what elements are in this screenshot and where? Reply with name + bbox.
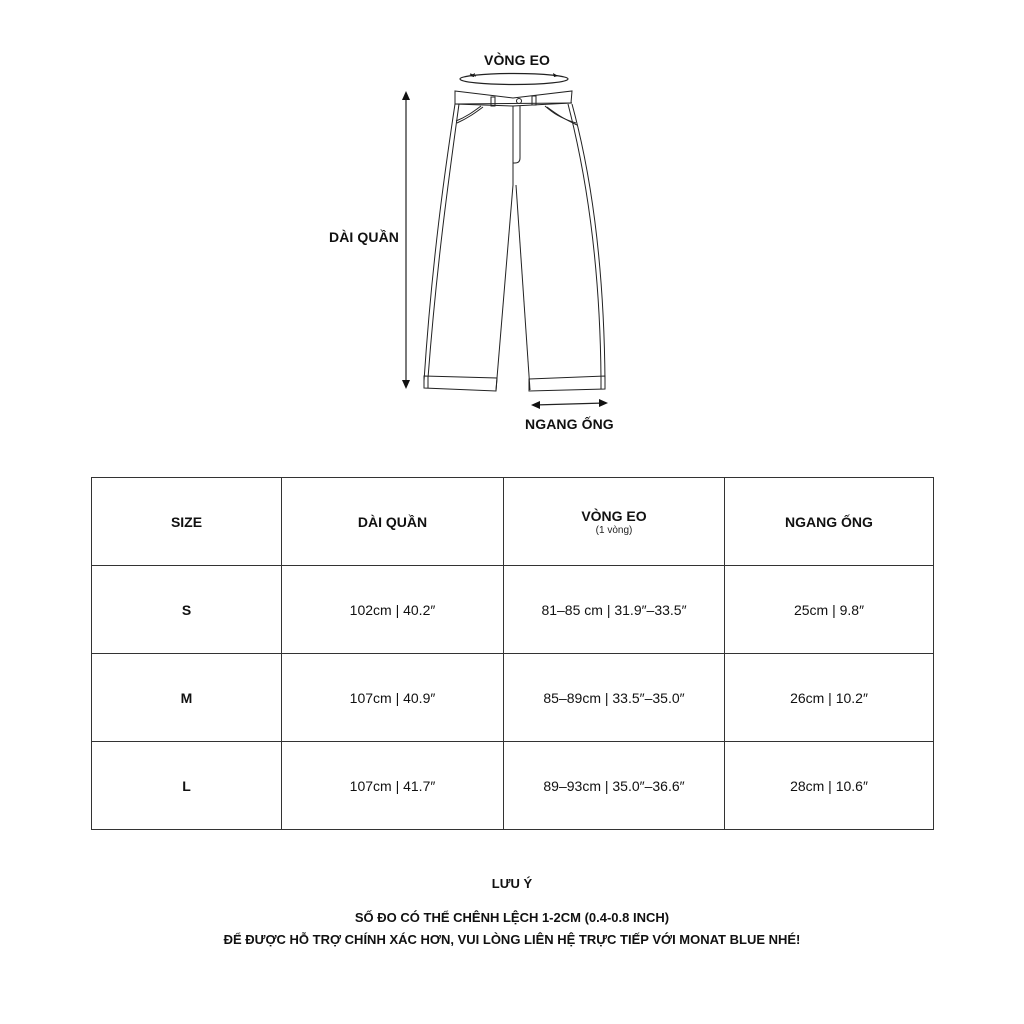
waist-cell: 85–89cm | 33.5″–35.0″ <box>504 654 725 742</box>
hem-cell: 28cm | 10.6″ <box>725 742 934 830</box>
header-hem <box>725 478 934 566</box>
length-cell: 107cm | 40.9″ <box>282 654 504 742</box>
note-line-contact: ĐỂ ĐƯỢC HỖ TRỢ CHÍNH XÁC HƠN, VUI LÒNG LIÊN HỆ TRỰC TIẾP VỚI MONAT BLUE NHÉ! <box>223 932 801 947</box>
length-cell: 102cm | 40.2″ <box>282 566 504 654</box>
header-size <box>92 478 282 566</box>
hem-cell: 26cm | 10.2″ <box>725 654 934 742</box>
waist-cell: 89–93cm | 35.0″–36.6″ <box>504 742 725 830</box>
waist-circle-arrow-icon <box>460 73 568 85</box>
length-vertical-arrow-icon <box>402 91 410 389</box>
waist-label: VÒNG EO <box>484 52 551 68</box>
header-waist <box>504 478 725 566</box>
pants-measurement-diagram <box>0 0 1024 460</box>
header-hem-label: NGANG ỐNG <box>785 513 873 530</box>
hem-cell: 25cm | 9.8″ <box>725 566 934 654</box>
note-section <box>0 876 1024 951</box>
header-length-label: DÀI QUẦN <box>357 513 428 530</box>
size-cell: M <box>92 654 282 742</box>
length-cell: 107cm | 41.7″ <box>282 742 504 830</box>
size-cell: S <box>92 566 282 654</box>
table-row <box>92 566 934 654</box>
table-row <box>92 654 934 742</box>
table-row <box>92 742 934 830</box>
header-size-label: SIZE <box>170 513 203 530</box>
header-length <box>282 478 504 566</box>
note-line-variance: SỐ ĐO CÓ THỂ CHÊNH LỆCH 1-2CM (0.4-0.8 INCH) <box>354 910 670 925</box>
length-label: DÀI QUẦN <box>329 229 400 245</box>
pants-outline-icon <box>0 0 1024 460</box>
waist-cell: 81–85 cm | 31.9″–33.5″ <box>504 566 725 654</box>
header-waist-subnote: (1 vòng) <box>595 524 633 536</box>
header-waist-label: VÒNG EO <box>581 507 647 524</box>
hem-label: NGANG ỐNG <box>525 416 614 432</box>
size-chart-table <box>91 477 934 830</box>
note-title: LƯU Ý <box>491 876 533 891</box>
table-header-row <box>92 478 934 566</box>
hem-horizontal-arrow-icon <box>531 399 608 409</box>
size-cell: L <box>92 742 282 830</box>
